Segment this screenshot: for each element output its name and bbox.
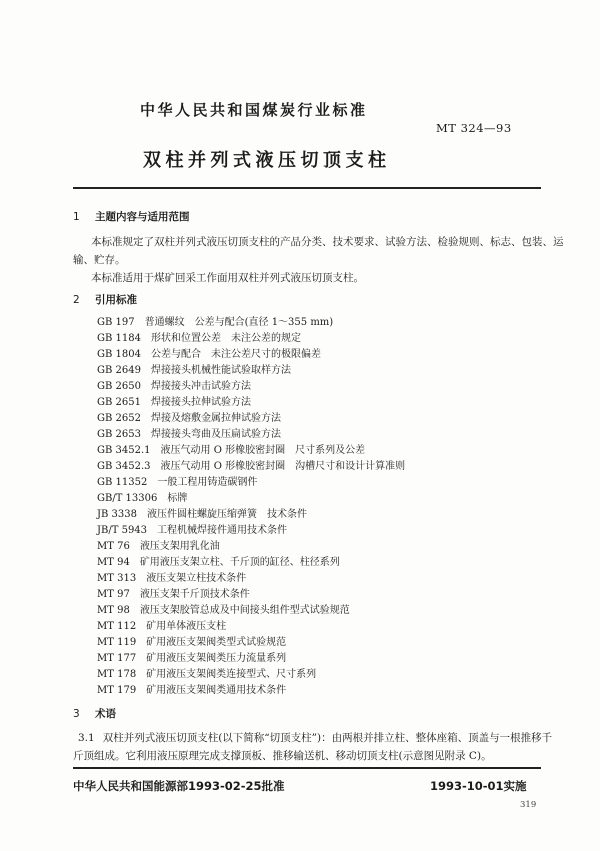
page-number: 319 — [520, 800, 537, 810]
reference-item — [97, 443, 365, 459]
reference-item — [97, 427, 281, 443]
reference-code: GB 197 — [97, 317, 135, 328]
reference-code: GB 2651 — [97, 397, 141, 408]
reference-title: 液压支架立柱技术条件 — [146, 573, 247, 584]
reference-item — [97, 523, 287, 539]
reference-title: 液压支架胶管总成及中间接头组件型式试验规范 — [139, 605, 350, 616]
reference-item — [97, 651, 286, 667]
reference-item — [97, 363, 291, 379]
footer-divider — [73, 767, 541, 769]
reference-code: MT 178 — [97, 669, 137, 680]
section-number: 1 — [73, 211, 80, 223]
reference-item — [97, 571, 246, 587]
reference-code: MT 179 — [97, 685, 137, 696]
reference-code: GB 1184 — [97, 333, 141, 344]
reference-code: MT 94 — [97, 557, 130, 568]
reference-item — [97, 395, 251, 411]
reference-title: 矿用液压支架阀类型式试验规范 — [146, 637, 287, 648]
reference-item — [97, 507, 307, 523]
issuer-line: 中华人民共和国煤炭行业标准 — [140, 101, 368, 119]
section-3-heading — [73, 708, 116, 721]
clause-3-1 — [78, 731, 552, 745]
reference-title: 焊接及熔敷金属拉伸试验方法 — [150, 413, 281, 424]
clause-number: 3.1 — [78, 732, 95, 744]
reference-code: MT 177 — [97, 653, 137, 664]
reference-code: GB 2649 — [97, 365, 141, 376]
reference-title: 矿用液压支架阀类通用技术条件 — [146, 685, 287, 696]
section-title: 术语 — [95, 708, 116, 720]
reference-title: 形状和位置公差 未注公差的规定 — [150, 333, 301, 344]
reference-title: 焊接接头机械性能试验取样方法 — [150, 365, 291, 376]
reference-title: 标牌 — [167, 493, 188, 504]
reference-item — [97, 587, 250, 603]
reference-item — [97, 539, 220, 555]
section-2-heading — [73, 294, 137, 307]
reference-code: MT 76 — [97, 541, 130, 552]
header-divider — [73, 187, 541, 189]
reference-item — [97, 603, 350, 619]
reference-title: 矿用液压支架阀类压力流量系列 — [146, 653, 287, 664]
reference-item — [97, 347, 321, 363]
clause-text: 双柱并列式液压切顶支柱(以下简称“切顶支柱”)：由两根并排立柱、整体座箱、顶盖与一根推移千 — [102, 732, 553, 744]
reference-item — [97, 491, 187, 507]
reference-code: JB/T 5943 — [97, 525, 148, 536]
section-1-para-2: 本标准适用于煤矿回采工作面用双柱并列式液压切顶支柱。 — [91, 272, 364, 284]
reference-title: 液压件圆柱螺旋压缩弹簧 技术条件 — [147, 509, 307, 520]
document-title: 双柱并列式液压切顶支柱 — [143, 150, 391, 171]
reference-title: 一般工程用铸造碳钢件 — [157, 477, 258, 488]
reference-title: 液压支架用乳化油 — [139, 541, 220, 552]
reference-code: JB 3338 — [97, 509, 137, 520]
reference-title: 液压气动用 O 形橡胶密封圈 尺寸系列及公差 — [160, 445, 366, 456]
reference-code: GB 3452.3 — [97, 461, 151, 472]
reference-code: MT 112 — [97, 621, 137, 632]
section-1-heading — [73, 211, 190, 224]
reference-code: MT 97 — [97, 589, 130, 600]
reference-code: MT 98 — [97, 605, 130, 616]
reference-title: 液压气动用 O 形橡胶密封圈 沟槽尺寸和设计计算准则 — [160, 461, 406, 472]
reference-item — [97, 619, 226, 635]
approval-line: 中华人民共和国能源部1993-02-25批准 — [73, 779, 285, 793]
clause-3-1-cont: 斤顶组成。它利用液压原理完成支撑顶板、推移输送机、移动切顶支柱(示意图见附录 C)。 — [73, 750, 492, 762]
reference-code: GB/T 13306 — [97, 493, 158, 504]
reference-title: 矿用液压支架阀类连接型式、尺寸系列 — [146, 669, 317, 680]
reference-title: 矿用单体液压支柱 — [146, 621, 227, 632]
reference-item — [97, 683, 286, 699]
section-1-para-1-cont: 输、贮存。 — [73, 254, 126, 266]
reference-code: MT 313 — [97, 573, 137, 584]
reference-item — [97, 379, 251, 395]
standard-code: MT 324—93 — [436, 121, 512, 135]
reference-item — [97, 411, 281, 427]
reference-code: GB 2653 — [97, 429, 141, 440]
reference-title: 液压支架千斤顶技术条件 — [139, 589, 250, 600]
reference-code: GB 1804 — [97, 349, 141, 360]
reference-title: 普通螺纹 公差与配合(直径 1～355 mm) — [144, 317, 334, 328]
section-number: 2 — [73, 294, 80, 306]
reference-item — [97, 315, 333, 331]
reference-title: 工程机械焊接件通用技术条件 — [157, 525, 288, 536]
implementation-date: 1993-10-01实施 — [430, 779, 527, 793]
section-1-para-1: 本标准规定了双柱并列式液压切顶支柱的产品分类、技术要求、试验方法、检验规则、标志、包装、运 — [91, 236, 564, 248]
reference-code: GB 3452.1 — [97, 445, 151, 456]
section-number: 3 — [73, 708, 80, 720]
reference-code: MT 119 — [97, 637, 137, 648]
reference-item — [97, 459, 405, 475]
section-title: 主题内容与适用范围 — [95, 211, 190, 223]
reference-item — [97, 555, 340, 571]
reference-title: 焊接接头拉伸试验方法 — [150, 397, 251, 408]
reference-item — [97, 475, 257, 491]
reference-item — [97, 635, 286, 651]
reference-code: GB 2650 — [97, 381, 141, 392]
reference-code: GB 2652 — [97, 413, 141, 424]
reference-title: 矿用液压支架立柱、千斤顶的缸径、柱径系列 — [139, 557, 340, 568]
reference-code: GB 11352 — [97, 477, 148, 488]
reference-item — [97, 667, 316, 683]
section-title: 引用标准 — [95, 294, 137, 306]
reference-title: 焊接接头弯曲及压扁试验方法 — [150, 429, 281, 440]
reference-title: 公差与配合 未注公差尺寸的极限偏差 — [150, 349, 321, 360]
reference-item — [97, 331, 301, 347]
reference-title: 焊接接头冲击试验方法 — [150, 381, 251, 392]
